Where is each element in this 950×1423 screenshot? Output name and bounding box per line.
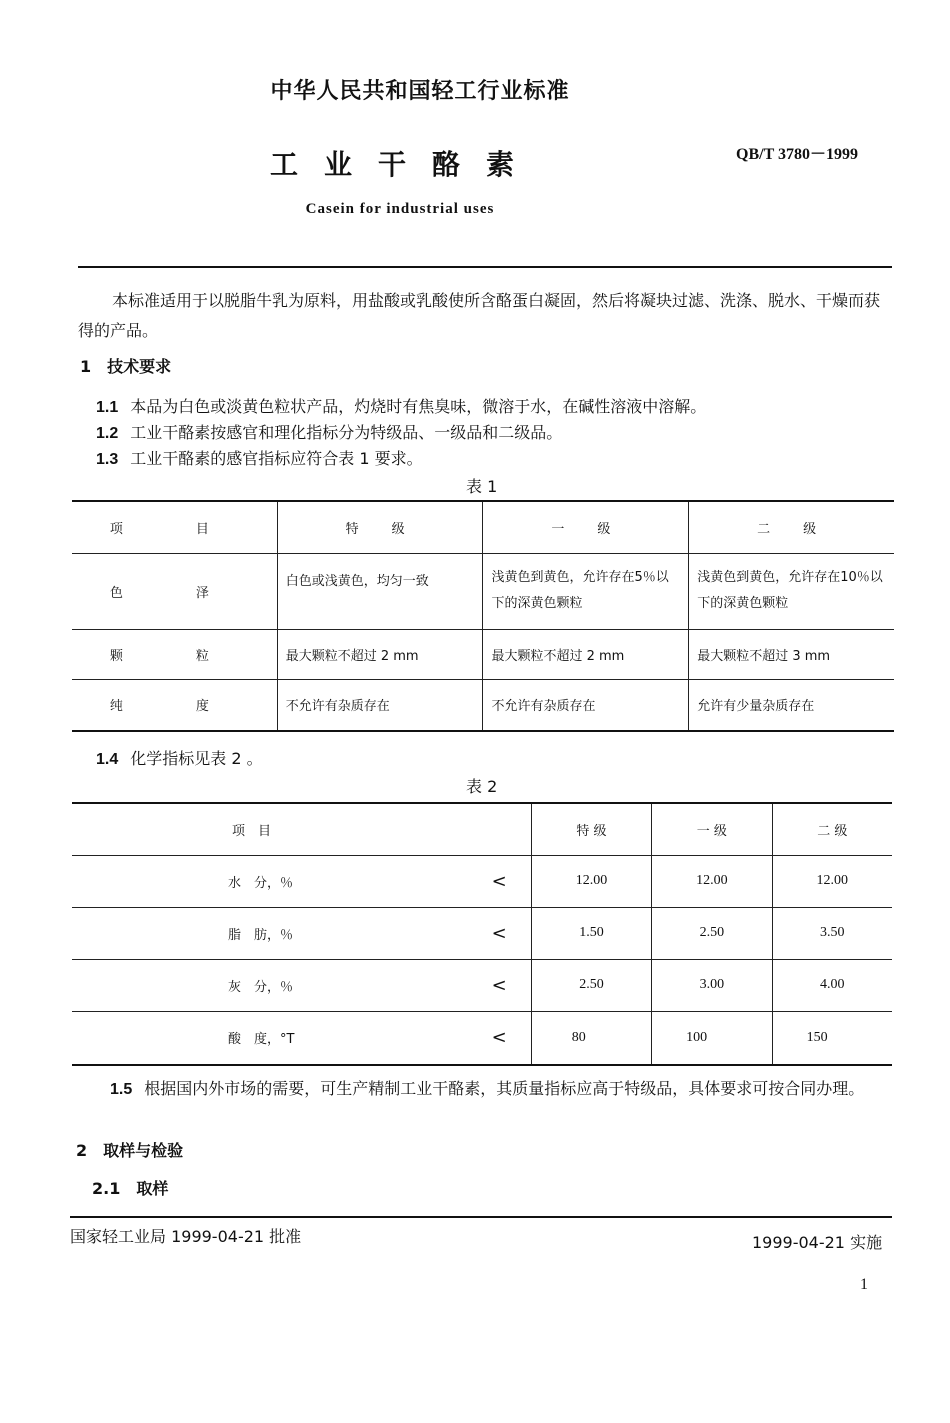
operator-cell: < [484,855,532,907]
table-cell: 浅黄色到黄色，允许存在10％以下的深黄色颗粒 [689,553,894,629]
operator-cell: < [484,907,532,959]
clause-text: 工业干酪素按感官和理化指标分为特级品、一级品和二级品。 [130,423,563,442]
clause-number: 2.1 [92,1179,121,1198]
table-2-caption: 表 2 [466,777,498,796]
value-cell: 3.00 [652,959,772,1011]
table-cell: 色 泽 [72,553,277,629]
page-title: 工业干酪素 [270,148,541,181]
table-row [72,855,892,907]
clause-text: 化学指标见表 2 。 [130,749,263,768]
header-rule [78,266,892,268]
value-cell: 12.00 [652,855,772,907]
table-row [72,1011,892,1065]
footer-rule [70,1216,892,1218]
clause-text: 取样 [136,1179,169,1198]
header-cell: 二 级 [689,501,894,553]
table-cell: 颗 粒 [72,629,277,679]
value-cell: 2.50 [531,959,651,1011]
clause-1-5 [78,1074,894,1105]
table-cell: 最大颗粒不超过 2 mm [277,629,483,679]
value-cell: 2.50 [652,907,772,959]
header-cell: 特 级 [531,803,651,855]
clause-number: 1.2 [96,425,119,442]
standard-code: QB/T 3780－1999 [736,146,858,163]
clause-text: 本品为白色或淡黄色粒状产品，灼烧时有焦臭味，微溶于水，在碱性溶液中溶解。 [130,397,707,416]
section-number: 2 [76,1141,88,1160]
table-1 [72,500,894,732]
table-row [72,553,894,629]
item-cell: 水 分，％ [72,855,484,907]
header-cell: 一 级 [483,501,689,553]
table-header-row [72,501,894,553]
section-title: 技术要求 [107,357,172,376]
table-cell: 白色或浅黄色，均匀一致 [277,553,483,629]
header-cell: 二 级 [772,803,892,855]
table-row [72,679,894,731]
table-cell: 允许有少量杂质存在 [689,679,894,731]
page-number: 1 [860,1276,868,1293]
table-cell: 不允许有杂质存在 [483,679,689,731]
org-title: 中华人民共和国轻工行业标准 [270,79,570,104]
operator-cell: < [484,1011,532,1065]
table-header-row [72,803,892,855]
item-cell: 酸 度，°T [72,1011,484,1065]
value-cell: 3.50 [772,907,892,959]
table-cell: 纯 度 [72,679,277,731]
english-title: Casein for industrial uses [305,201,495,217]
clause-number: 1.4 [96,751,119,768]
clause-1-3 [96,444,423,475]
intro-paragraph: 本标准适用于以脱脂牛乳为原料，用盐酸或乳酸使所含酪蛋白凝固，然后将凝块过滤、洗涤、脱水、干燥而获得的产品。 [78,291,881,340]
header-cell: 特 级 [277,501,483,553]
value-cell: 12.00 [772,855,892,907]
header-cell: 项 目 [72,803,531,855]
header-cell: 项 目 [72,501,277,553]
table-2 [72,802,892,1066]
clause-2-1 [92,1176,168,1199]
table-row [72,629,894,679]
table-row [72,907,892,959]
clause-number: 1.3 [96,451,119,468]
table-cell: 最大颗粒不超过 3 mm [689,629,894,679]
section-number: 1 [80,357,92,376]
value-cell: 150 [772,1011,892,1065]
section-title: 取样与检验 [103,1141,184,1160]
table-cell: 浅黄色到黄色，允许存在5％以下的深黄色颗粒 [483,553,689,629]
section-1-heading [80,354,171,377]
clause-text: 根据国内外市场的需要，可生产精制工业干酪素，其质量指标应高于特级品，具体要求可按合同办理。 [144,1079,865,1098]
item-cell: 脂 肪，％ [72,907,484,959]
effective-note: 1999-04-21 实施 [752,1233,883,1252]
clause-number: 1.5 [110,1081,133,1098]
table-cell: 不允许有杂质存在 [277,679,483,731]
clause-number: 1.1 [96,399,119,416]
value-cell: 4.00 [772,959,892,1011]
value-cell: 12.00 [531,855,651,907]
value-cell: 100 [652,1011,772,1065]
table-1-caption: 表 1 [466,477,498,496]
value-cell: 1.50 [531,907,651,959]
item-cell: 灰 分，％ [72,959,484,1011]
clause-1-4 [96,744,263,775]
section-2-heading [76,1138,183,1161]
approval-note: 国家轻工业局 1999-04-21 批准 [70,1227,302,1246]
table-row [72,959,892,1011]
clause-text: 工业干酪素的感官指标应符合表 1 要求。 [130,449,423,468]
value-cell: 80 [531,1011,651,1065]
header-cell: 一 级 [652,803,772,855]
operator-cell: < [484,959,532,1011]
table-cell: 最大颗粒不超过 2 mm [483,629,689,679]
